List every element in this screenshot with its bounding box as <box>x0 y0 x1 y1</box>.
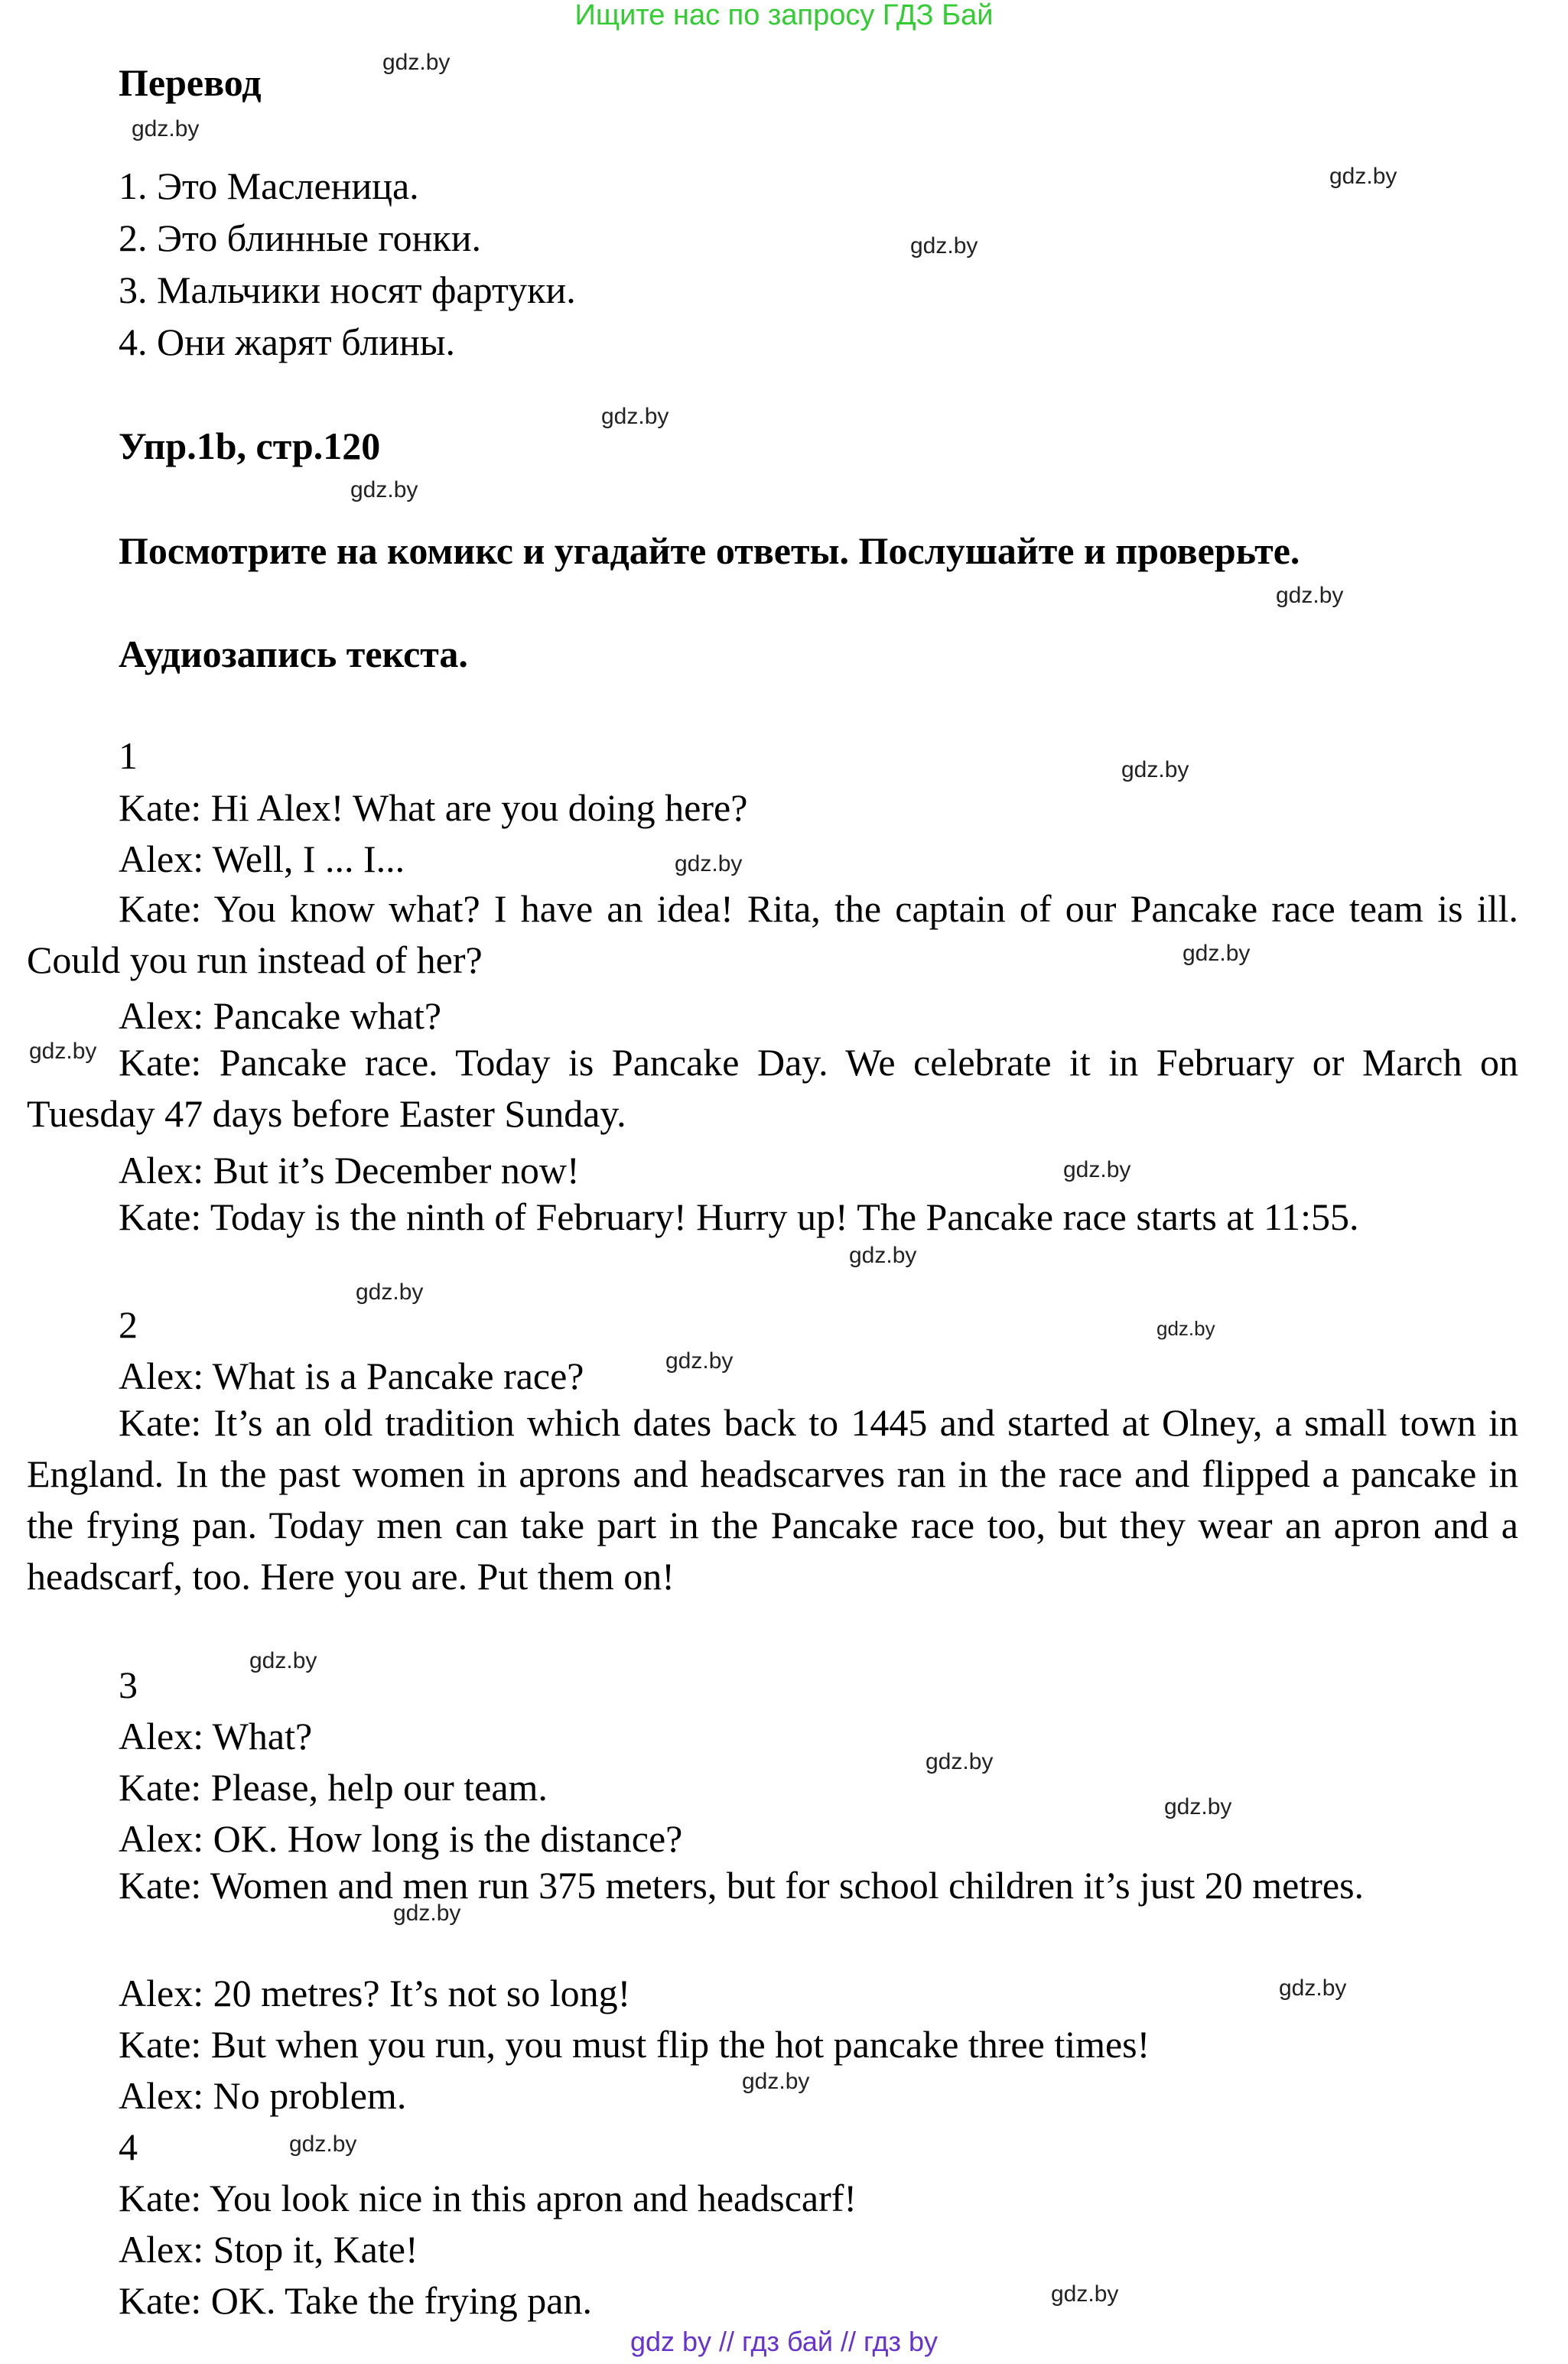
watermark: gdz.by <box>393 1901 461 1926</box>
section-number-2: 2 <box>119 1303 138 1346</box>
top-banner[interactable]: Ищите нас по запросу ГДЗ Бай <box>574 0 994 31</box>
watermark: gdz.by <box>350 477 418 502</box>
dialogue-line: Kate: Please, help our team. <box>119 1766 548 1809</box>
exercise-instruction: Посмотрите на комикс и угадайте ответы. Послушайте и проверьте. <box>119 529 1300 572</box>
dialogue-line: Alex: But it’s December now! <box>119 1149 580 1192</box>
watermark: gdz.by <box>926 1749 994 1774</box>
translation-line-1: 1. Это Масленица. <box>119 164 419 207</box>
watermark: gdz.by <box>742 2069 810 2094</box>
audio-heading: Аудиозапись текста. <box>119 632 468 675</box>
watermark: gdz.by <box>849 1243 917 1268</box>
dialogue-line: Kate: But when you run, you must flip the hot pancake three times! <box>119 2023 1150 2066</box>
watermark: gdz.by <box>1276 583 1344 608</box>
dialogue-line: Alex: OK. How long is the distance? <box>119 1817 683 1860</box>
watermark: gdz.by <box>601 404 669 429</box>
dialogue-line: Kate: OK. Take the frying pan. <box>119 2279 592 2322</box>
dialogue-line: Kate: You look nice in this apron and headscarf! <box>119 2177 857 2219</box>
dialogue-line: Alex: Well, I ... I... <box>119 837 405 880</box>
watermark: gdz.by <box>289 2132 357 2157</box>
watermark: gdz.by <box>29 1039 97 1064</box>
watermark: gdz.by <box>356 1280 424 1305</box>
dialogue-paragraph: Kate: Today is the ninth of February! Hurry up! The Pancake race starts at 11:55. <box>119 1195 1359 1238</box>
watermark: gdz.by <box>382 50 451 75</box>
watermark: gdz.by <box>249 1648 317 1673</box>
watermark: gdz.by <box>1183 941 1251 966</box>
translation-line-4: 4. Они жарят блины. <box>119 320 455 363</box>
dialogue-line: Alex: Stop it, Kate! <box>119 2228 418 2271</box>
translation-heading: Перевод <box>119 61 262 104</box>
watermark: gdz.by <box>1329 164 1397 189</box>
section-number-4: 4 <box>119 2125 138 2168</box>
dialogue-paragraph: Kate: Women and men run 375 meters, but for school children it’s just 20 metres. <box>119 1864 1365 1907</box>
watermark: gdz.by <box>1164 1794 1232 1819</box>
watermark: gdz.by <box>675 851 743 876</box>
dialogue-line: Alex: What is a Pancake race? <box>119 1354 584 1397</box>
watermark: gdz.by <box>1279 1975 1347 2001</box>
watermark: gdz.by <box>1051 2281 1119 2307</box>
dialogue-line: Alex: What? <box>119 1715 313 1758</box>
translation-line-3: 3. Мальчики носят фартуки. <box>119 268 576 311</box>
dialogue-line: Kate: Hi Alex! What are you doing here? <box>119 786 748 829</box>
watermark: gdz.by <box>1156 1317 1215 1340</box>
watermark: gdz.by <box>910 233 978 259</box>
translation-line-2: 2. Это блинные гонки. <box>119 216 481 259</box>
section-number-1: 1 <box>119 734 138 777</box>
dialogue-line: Alex: Pancake what? <box>119 994 442 1037</box>
watermark: gdz.by <box>132 116 200 141</box>
dialogue-line: Alex: 20 metres? It’s not so long! <box>119 1972 631 2014</box>
bottom-banner[interactable]: gdz by // гдз бай // гдз by <box>629 2326 939 2357</box>
dialogue-line: Alex: No problem. <box>119 2074 407 2117</box>
dialogue-paragraph: Kate: It’s an old tradition which dates back to 1445 and started at Olney, a small town in England. In the past women in aprons and headscarves ran in the race and flipped a pancake in the frying pan. Today men can take part in the Pancake race too, but they wear an apron and a headscarf, too. Here you are. Put them on! <box>27 1401 1518 1598</box>
dialogue-paragraph: Kate: Pancake race. Today is Pancake Day. We celebrate it in February or March on Tuesday 47 days before Easter Sunday. <box>27 1041 1518 1135</box>
watermark: gdz.by <box>1063 1157 1131 1182</box>
exercise-heading: Упр.1b, стр.120 <box>119 424 381 467</box>
watermark: gdz.by <box>665 1348 734 1374</box>
section-number-3: 3 <box>119 1663 138 1706</box>
dialogue-paragraph: Kate: You know what? I have an idea! Rita, the captain of our Pancake race team is ill. Could you run instead of her? <box>27 887 1518 981</box>
watermark: gdz.by <box>1121 757 1189 782</box>
